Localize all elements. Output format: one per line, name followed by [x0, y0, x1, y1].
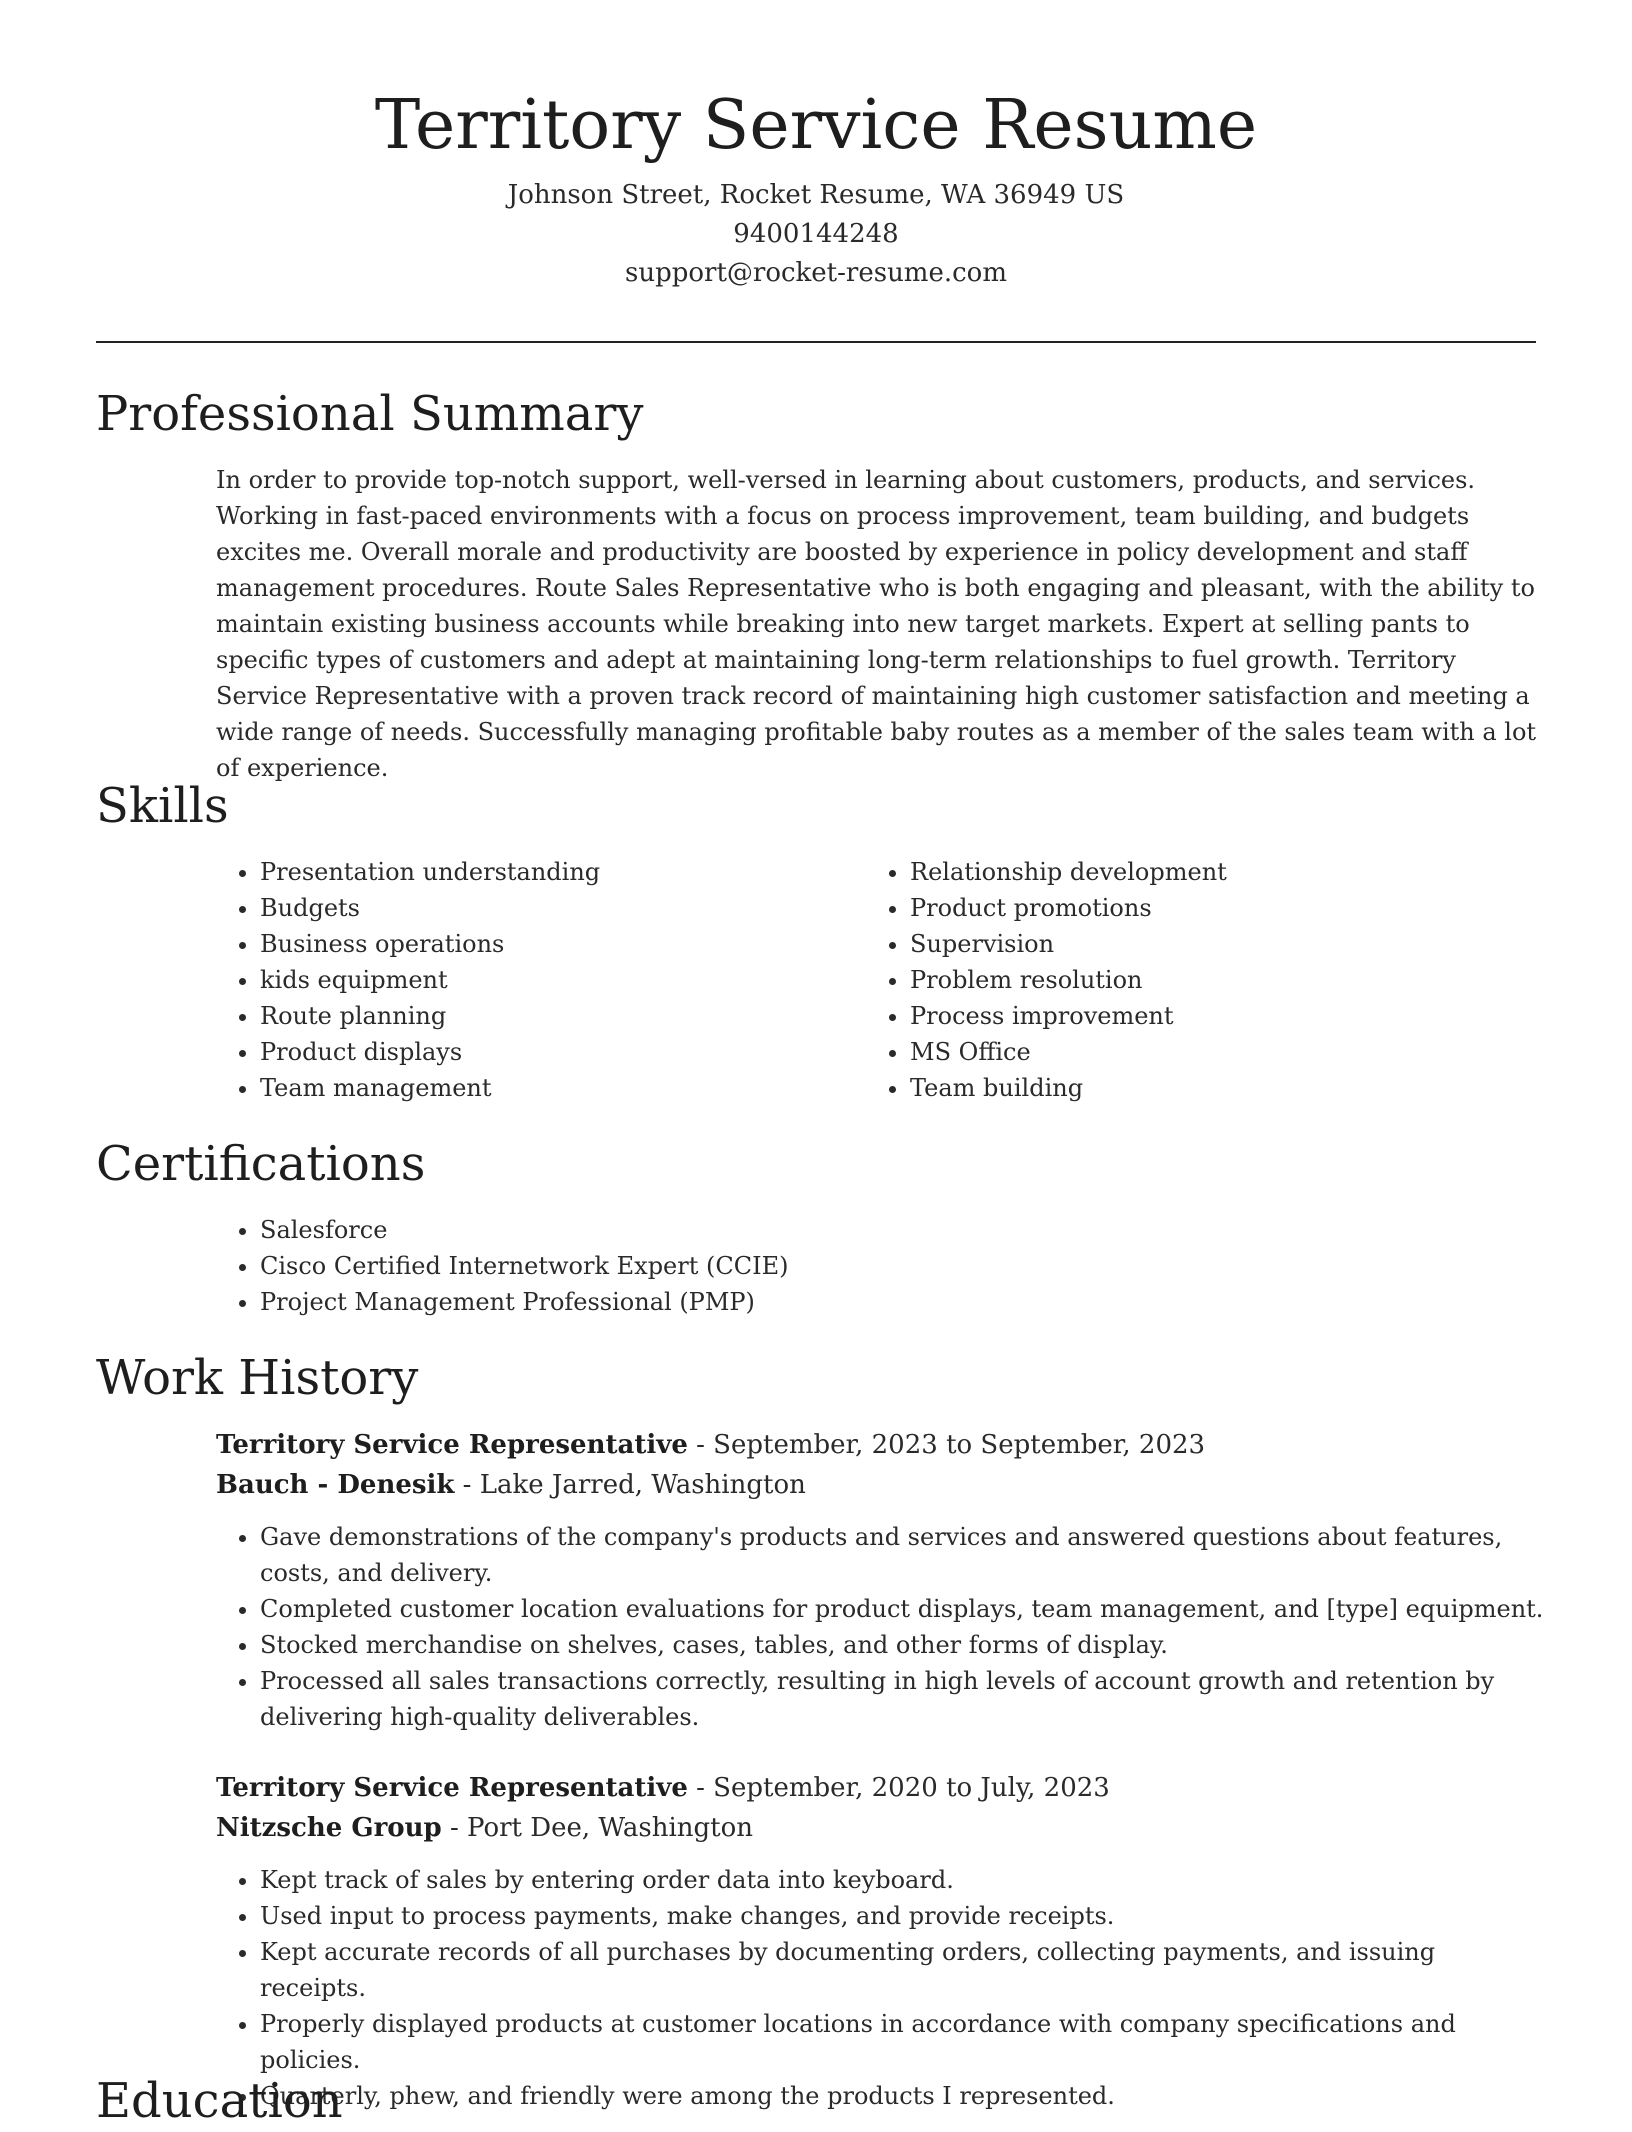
skill-item: • Business operations	[260, 926, 856, 962]
skill-item: • Supervision	[910, 926, 1506, 962]
job-bullet: • Kept accurate records of all purchases by documenting orders, collecting payments, and issuing receipts.	[260, 1934, 1546, 2006]
certification-item: • Project Management Professional (PMP)	[260, 1284, 1416, 1320]
job-bullet: • Processed all sales transactions correctly, resulting in high levels of account growth and retention by delivering high-quality deliverables.	[260, 1663, 1546, 1735]
job-bullet: • Quarterly, phew, and friendly were among the products I represented.	[260, 2078, 1546, 2114]
resume-title: Territory Service Resume	[374, 86, 1258, 165]
skill-item: • Budgets	[260, 890, 856, 926]
certifications-list	[216, 1212, 1416, 1320]
skill-item: • Presentation understanding	[260, 854, 856, 890]
job-entry	[216, 1425, 1546, 1735]
resume-header	[0, 80, 1632, 293]
certification-item: • Salesforce	[260, 1212, 1416, 1248]
certification-item: • Cisco Certified Internetwork Expert (CCIE)	[260, 1248, 1416, 1284]
skill-item: • Route planning	[260, 998, 856, 1034]
job-location: - Lake Jarred, Washington	[454, 1470, 806, 1500]
skill-item: • Team management	[260, 1070, 856, 1106]
job-bullets	[216, 1519, 1546, 1735]
skill-item: • Relationship development	[910, 854, 1506, 890]
skills-column-right	[866, 854, 1506, 1106]
job-bullet: • Stocked merchandise on shelves, cases, tables, and other forms of display.	[260, 1627, 1546, 1663]
job-title-line	[216, 1768, 1546, 1808]
job-bullet: • Completed customer location evaluations for product displays, team management, and [type] equipment.	[260, 1591, 1546, 1627]
skill-item: • Product promotions	[910, 890, 1506, 926]
certifications-block	[216, 1212, 1416, 1320]
job-employer-line	[216, 1465, 1546, 1505]
job-bullet: • Kept track of sales by entering order data into keyboard.	[260, 1862, 1546, 1898]
job-entry	[216, 1768, 1546, 2114]
skill-item: • MS Office	[910, 1034, 1506, 1070]
skills-list-right	[866, 854, 1506, 1106]
skill-item: • Product displays	[260, 1034, 856, 1070]
skill-item: • kids equipment	[260, 962, 856, 998]
skills-list-left	[216, 854, 856, 1106]
skill-item: • Team building	[910, 1070, 1506, 1106]
contact-phone: 9400144248	[733, 219, 899, 249]
job-employer: Bauch - Denesik	[216, 1470, 455, 1500]
job-dates: - September, 2020 to July, 2023	[687, 1773, 1110, 1803]
header-divider	[96, 341, 1536, 343]
contact-email: support@rocket-resume.com	[624, 258, 1007, 288]
skill-item: • Process improvement	[910, 998, 1506, 1034]
job-bullet: • Gave demonstrations of the company's products and services and answered questions about features, costs, and delivery.	[260, 1519, 1546, 1591]
job-bullet: • Properly displayed products at customer locations in accordance with company specifications and policies.	[260, 2006, 1546, 2078]
job-employer-line	[216, 1808, 1546, 1848]
job-title: Territory Service Representative	[216, 1430, 688, 1460]
summary-text: In order to provide top-notch support, well-versed in learning about customers, products, and services. Working in fast-paced environments with a focus on process improvement, team building, and budgets excites me. Overall morale and productivity are boosted by experience in policy development and staff management procedures. Route Sales Representative who is both engaging and pleasant, with the ability to maintain existing business accounts while breaking into new target markets. Expert at selling pants to specific types of customers and adept at maintaining long-term relationships to fuel growth. Territory Service Representative with a proven track record of maintaining high customer satisfaction and meeting a wide range of needs. Successfully managing profitable baby routes as a member of the sales team with a lot of experience.	[216, 466, 1537, 782]
job-location: - Port Dee, Washington	[441, 1813, 754, 1843]
skills-column-left	[216, 854, 856, 1106]
job-bullets	[216, 1862, 1546, 2114]
education-heading: Education	[96, 2073, 343, 2129]
job-bullet: • Used input to process payments, make changes, and provide receipts.	[260, 1898, 1546, 1934]
job-title: Territory Service Representative	[216, 1773, 688, 1803]
summary-heading: Professional Summary	[96, 386, 644, 442]
skills-heading: Skills	[96, 778, 229, 834]
job-dates: - September, 2023 to September, 2023	[687, 1430, 1206, 1460]
job-title-line	[216, 1425, 1546, 1465]
skill-item: • Problem resolution	[910, 962, 1506, 998]
contact-address: Johnson Street, Rocket Resume, WA 36949 US	[507, 180, 1125, 210]
work-history-heading: Work History	[96, 1350, 419, 1406]
certifications-heading: Certifications	[96, 1136, 426, 1192]
job-employer: Nitzsche Group	[216, 1813, 442, 1843]
